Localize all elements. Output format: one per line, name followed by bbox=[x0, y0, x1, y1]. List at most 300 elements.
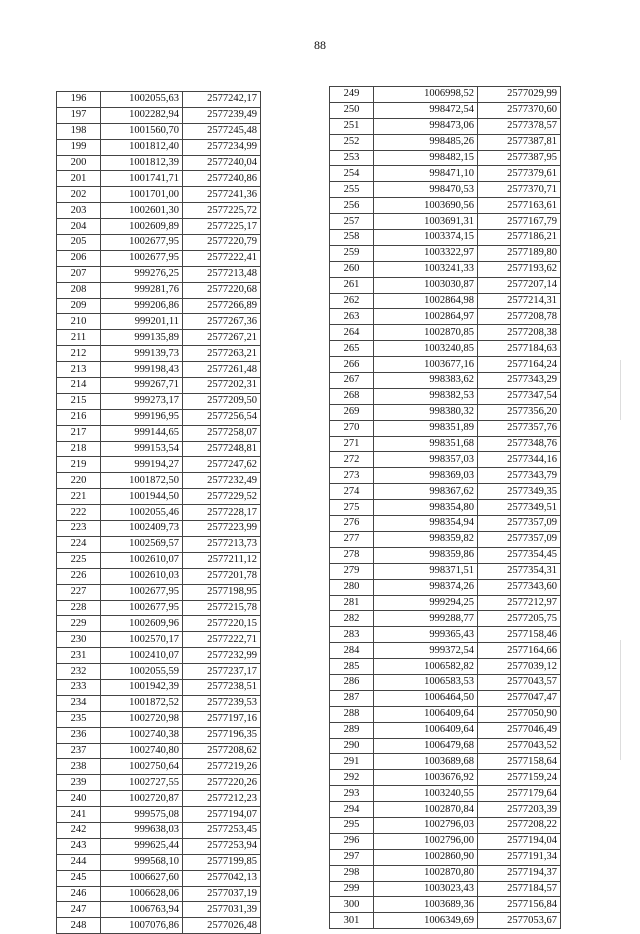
point-number: 201 bbox=[57, 171, 101, 187]
table-row bbox=[57, 727, 261, 743]
y-coordinate: 2577158,46 bbox=[478, 627, 561, 643]
table-row bbox=[57, 409, 261, 425]
table-row bbox=[57, 187, 261, 203]
table-row bbox=[57, 775, 261, 791]
point-number: 278 bbox=[330, 547, 374, 563]
x-coordinate: 1006583,53 bbox=[374, 674, 478, 690]
point-number: 208 bbox=[57, 282, 101, 298]
table-row bbox=[330, 913, 561, 929]
x-coordinate: 1002055,46 bbox=[101, 505, 183, 521]
y-coordinate: 2577053,67 bbox=[478, 913, 561, 929]
scan-edge-mark bbox=[620, 640, 621, 760]
point-number: 197 bbox=[57, 107, 101, 123]
y-coordinate: 2577253,45 bbox=[183, 822, 261, 838]
y-coordinate: 2577196,35 bbox=[183, 727, 261, 743]
point-number: 271 bbox=[330, 436, 374, 452]
table-row bbox=[330, 388, 561, 404]
point-number: 242 bbox=[57, 822, 101, 838]
table-row bbox=[57, 552, 261, 568]
point-number: 209 bbox=[57, 298, 101, 314]
x-coordinate: 1002677,95 bbox=[101, 600, 183, 616]
x-coordinate: 1002601,30 bbox=[101, 203, 183, 219]
y-coordinate: 2577387,81 bbox=[478, 134, 561, 150]
table-row bbox=[330, 833, 561, 849]
point-number: 262 bbox=[330, 293, 374, 309]
table-row bbox=[57, 632, 261, 648]
table-row bbox=[57, 298, 261, 314]
point-number: 276 bbox=[330, 516, 374, 532]
y-coordinate: 2577184,63 bbox=[478, 341, 561, 357]
point-number: 252 bbox=[330, 134, 374, 150]
table-row bbox=[57, 171, 261, 187]
x-coordinate: 1002727,55 bbox=[101, 775, 183, 791]
y-coordinate: 2577043,57 bbox=[478, 674, 561, 690]
point-number: 200 bbox=[57, 155, 101, 171]
table-row bbox=[330, 674, 561, 690]
point-number: 256 bbox=[330, 198, 374, 214]
y-coordinate: 2577198,95 bbox=[183, 584, 261, 600]
y-coordinate: 2577349,51 bbox=[478, 500, 561, 516]
table-row bbox=[57, 393, 261, 409]
y-coordinate: 2577212,97 bbox=[478, 595, 561, 611]
y-coordinate: 2577047,47 bbox=[478, 690, 561, 706]
y-coordinate: 2577208,38 bbox=[478, 325, 561, 341]
y-coordinate: 2577225,72 bbox=[183, 203, 261, 219]
point-number: 296 bbox=[330, 833, 374, 849]
point-number: 267 bbox=[330, 373, 374, 389]
y-coordinate: 2577258,07 bbox=[183, 425, 261, 441]
x-coordinate: 1001741,71 bbox=[101, 171, 183, 187]
x-coordinate: 999135,89 bbox=[101, 330, 183, 346]
table-row bbox=[57, 664, 261, 680]
point-number: 300 bbox=[330, 897, 374, 913]
table-row bbox=[330, 309, 561, 325]
x-coordinate: 1002870,84 bbox=[374, 802, 478, 818]
y-coordinate: 2577238,51 bbox=[183, 679, 261, 695]
table-row bbox=[57, 536, 261, 552]
table-row bbox=[330, 118, 561, 134]
point-number: 239 bbox=[57, 775, 101, 791]
table-row bbox=[330, 865, 561, 881]
y-coordinate: 2577203,39 bbox=[478, 802, 561, 818]
x-coordinate: 999281,76 bbox=[101, 282, 183, 298]
y-coordinate: 2577184,57 bbox=[478, 881, 561, 897]
y-coordinate: 2577343,60 bbox=[478, 579, 561, 595]
point-number: 221 bbox=[57, 489, 101, 505]
y-coordinate: 2577343,29 bbox=[478, 373, 561, 389]
table-row bbox=[330, 134, 561, 150]
x-coordinate: 1002796,00 bbox=[374, 833, 478, 849]
table-row bbox=[57, 457, 261, 473]
x-coordinate: 998371,51 bbox=[374, 563, 478, 579]
table-row bbox=[57, 759, 261, 775]
point-number: 216 bbox=[57, 409, 101, 425]
y-coordinate: 2577267,36 bbox=[183, 314, 261, 330]
table-row bbox=[57, 123, 261, 139]
point-number: 233 bbox=[57, 679, 101, 695]
y-coordinate: 2577222,71 bbox=[183, 632, 261, 648]
y-coordinate: 2577163,61 bbox=[478, 198, 561, 214]
x-coordinate: 999638,03 bbox=[101, 822, 183, 838]
table-row bbox=[330, 182, 561, 198]
point-number: 238 bbox=[57, 759, 101, 775]
y-coordinate: 2577205,75 bbox=[478, 611, 561, 627]
x-coordinate: 1001812,39 bbox=[101, 155, 183, 171]
point-number: 294 bbox=[330, 802, 374, 818]
x-coordinate: 999139,73 bbox=[101, 346, 183, 362]
y-coordinate: 2577240,86 bbox=[183, 171, 261, 187]
y-coordinate: 2577209,50 bbox=[183, 393, 261, 409]
x-coordinate: 1002677,95 bbox=[101, 235, 183, 251]
x-coordinate: 998485,26 bbox=[374, 134, 478, 150]
table-row bbox=[330, 802, 561, 818]
table-row bbox=[330, 500, 561, 516]
table-row bbox=[330, 341, 561, 357]
x-coordinate: 1003676,92 bbox=[374, 770, 478, 786]
point-number: 246 bbox=[57, 886, 101, 902]
x-coordinate: 999575,08 bbox=[101, 807, 183, 823]
y-coordinate: 2577357,09 bbox=[478, 516, 561, 532]
x-coordinate: 1006763,94 bbox=[101, 902, 183, 918]
point-number: 275 bbox=[330, 500, 374, 516]
point-number: 222 bbox=[57, 505, 101, 521]
table-row bbox=[57, 155, 261, 171]
y-coordinate: 2577219,26 bbox=[183, 759, 261, 775]
x-coordinate: 1003322,97 bbox=[374, 245, 478, 261]
x-coordinate: 1002609,89 bbox=[101, 219, 183, 235]
y-coordinate: 2577215,78 bbox=[183, 600, 261, 616]
y-coordinate: 2577039,12 bbox=[478, 659, 561, 675]
table-row bbox=[330, 452, 561, 468]
y-coordinate: 2577349,35 bbox=[478, 484, 561, 500]
y-coordinate: 2577225,17 bbox=[183, 219, 261, 235]
x-coordinate: 998359,86 bbox=[374, 547, 478, 563]
point-number: 207 bbox=[57, 266, 101, 282]
x-coordinate: 999206,86 bbox=[101, 298, 183, 314]
x-coordinate: 999153,54 bbox=[101, 441, 183, 457]
table-row bbox=[330, 817, 561, 833]
table-row bbox=[57, 282, 261, 298]
table-row bbox=[57, 807, 261, 823]
x-coordinate: 1006464,50 bbox=[374, 690, 478, 706]
table-row bbox=[57, 838, 261, 854]
table-row bbox=[330, 325, 561, 341]
x-coordinate: 1001812,40 bbox=[101, 139, 183, 155]
point-number: 198 bbox=[57, 123, 101, 139]
coordinates-table-right bbox=[329, 86, 561, 929]
table-row bbox=[57, 521, 261, 537]
point-number: 228 bbox=[57, 600, 101, 616]
table-row bbox=[330, 754, 561, 770]
y-coordinate: 2577031,39 bbox=[183, 902, 261, 918]
x-coordinate: 998383,62 bbox=[374, 373, 478, 389]
point-number: 243 bbox=[57, 838, 101, 854]
point-number: 290 bbox=[330, 738, 374, 754]
point-number: 253 bbox=[330, 150, 374, 166]
point-number: 245 bbox=[57, 870, 101, 886]
y-coordinate: 2577344,16 bbox=[478, 452, 561, 468]
x-coordinate: 998382,53 bbox=[374, 388, 478, 404]
x-coordinate: 998470,53 bbox=[374, 182, 478, 198]
point-number: 251 bbox=[330, 118, 374, 134]
y-coordinate: 2577164,66 bbox=[478, 643, 561, 659]
point-number: 227 bbox=[57, 584, 101, 600]
y-coordinate: 2577213,73 bbox=[183, 536, 261, 552]
table-row bbox=[57, 330, 261, 346]
point-number: 210 bbox=[57, 314, 101, 330]
point-number: 254 bbox=[330, 166, 374, 182]
x-coordinate: 1002740,80 bbox=[101, 743, 183, 759]
x-coordinate: 1006628,06 bbox=[101, 886, 183, 902]
table-row bbox=[330, 722, 561, 738]
table-row bbox=[330, 198, 561, 214]
point-number: 293 bbox=[330, 786, 374, 802]
table-row bbox=[330, 166, 561, 182]
table-row bbox=[57, 648, 261, 664]
x-coordinate: 998471,10 bbox=[374, 166, 478, 182]
x-coordinate: 1002870,85 bbox=[374, 325, 478, 341]
table-row bbox=[330, 261, 561, 277]
x-coordinate: 1002570,17 bbox=[101, 632, 183, 648]
point-number: 215 bbox=[57, 393, 101, 409]
table-row bbox=[330, 373, 561, 389]
table-row bbox=[330, 595, 561, 611]
x-coordinate: 999198,43 bbox=[101, 362, 183, 378]
table-row bbox=[330, 293, 561, 309]
table-row bbox=[57, 616, 261, 632]
x-coordinate: 1002677,95 bbox=[101, 584, 183, 600]
point-number: 202 bbox=[57, 187, 101, 203]
table-row bbox=[330, 214, 561, 230]
point-number: 247 bbox=[57, 902, 101, 918]
table-row bbox=[330, 516, 561, 532]
point-number: 270 bbox=[330, 420, 374, 436]
x-coordinate: 1002860,90 bbox=[374, 849, 478, 865]
point-number: 241 bbox=[57, 807, 101, 823]
point-number: 244 bbox=[57, 854, 101, 870]
table-row bbox=[57, 219, 261, 235]
y-coordinate: 2577347,54 bbox=[478, 388, 561, 404]
y-coordinate: 2577348,76 bbox=[478, 436, 561, 452]
x-coordinate: 998374,26 bbox=[374, 579, 478, 595]
x-coordinate: 1001872,50 bbox=[101, 473, 183, 489]
table-row bbox=[57, 711, 261, 727]
table-row bbox=[57, 584, 261, 600]
y-coordinate: 2577354,45 bbox=[478, 547, 561, 563]
table-row bbox=[57, 902, 261, 918]
table-row bbox=[57, 743, 261, 759]
x-coordinate: 1002609,96 bbox=[101, 616, 183, 632]
y-coordinate: 2577220,26 bbox=[183, 775, 261, 791]
point-number: 212 bbox=[57, 346, 101, 362]
point-number: 264 bbox=[330, 325, 374, 341]
x-coordinate: 1002409,73 bbox=[101, 521, 183, 537]
point-number: 223 bbox=[57, 521, 101, 537]
y-coordinate: 2577194,37 bbox=[478, 865, 561, 881]
x-coordinate: 1002569,57 bbox=[101, 536, 183, 552]
point-number: 232 bbox=[57, 664, 101, 680]
point-number: 199 bbox=[57, 139, 101, 155]
table-row bbox=[330, 770, 561, 786]
y-coordinate: 2577387,95 bbox=[478, 150, 561, 166]
point-number: 298 bbox=[330, 865, 374, 881]
point-number: 236 bbox=[57, 727, 101, 743]
y-coordinate: 2577208,62 bbox=[183, 743, 261, 759]
point-number: 263 bbox=[330, 309, 374, 325]
y-coordinate: 2577266,89 bbox=[183, 298, 261, 314]
x-coordinate: 1006409,64 bbox=[374, 722, 478, 738]
x-coordinate: 999288,77 bbox=[374, 611, 478, 627]
x-coordinate: 998357,03 bbox=[374, 452, 478, 468]
point-number: 272 bbox=[330, 452, 374, 468]
table-row bbox=[330, 531, 561, 547]
x-coordinate: 1001942,39 bbox=[101, 679, 183, 695]
x-coordinate: 998473,06 bbox=[374, 118, 478, 134]
y-coordinate: 2577256,54 bbox=[183, 409, 261, 425]
table-row bbox=[330, 404, 561, 420]
point-number: 259 bbox=[330, 245, 374, 261]
point-number: 273 bbox=[330, 468, 374, 484]
x-coordinate: 1002610,07 bbox=[101, 552, 183, 568]
x-coordinate: 999625,44 bbox=[101, 838, 183, 854]
x-coordinate: 999294,25 bbox=[374, 595, 478, 611]
table-row bbox=[57, 489, 261, 505]
y-coordinate: 2577037,19 bbox=[183, 886, 261, 902]
x-coordinate: 998354,94 bbox=[374, 516, 478, 532]
point-number: 288 bbox=[330, 706, 374, 722]
x-coordinate: 1002720,87 bbox=[101, 791, 183, 807]
y-coordinate: 2577046,49 bbox=[478, 722, 561, 738]
table-row bbox=[330, 102, 561, 118]
x-coordinate: 998351,68 bbox=[374, 436, 478, 452]
table-row bbox=[57, 266, 261, 282]
x-coordinate: 1006582,82 bbox=[374, 659, 478, 675]
point-number: 214 bbox=[57, 378, 101, 394]
y-coordinate: 2577212,23 bbox=[183, 791, 261, 807]
y-coordinate: 2577220,68 bbox=[183, 282, 261, 298]
table-row bbox=[57, 870, 261, 886]
table-row bbox=[57, 695, 261, 711]
table-row bbox=[57, 425, 261, 441]
x-coordinate: 1006627,60 bbox=[101, 870, 183, 886]
point-number: 257 bbox=[330, 214, 374, 230]
point-number: 220 bbox=[57, 473, 101, 489]
point-number: 237 bbox=[57, 743, 101, 759]
y-coordinate: 2577158,64 bbox=[478, 754, 561, 770]
scan-edge-mark bbox=[620, 360, 621, 420]
x-coordinate: 1001560,70 bbox=[101, 123, 183, 139]
y-coordinate: 2577232,99 bbox=[183, 648, 261, 664]
table-row bbox=[57, 107, 261, 123]
x-coordinate: 1003023,43 bbox=[374, 881, 478, 897]
x-coordinate: 998354,80 bbox=[374, 500, 478, 516]
point-number: 225 bbox=[57, 552, 101, 568]
y-coordinate: 2577167,79 bbox=[478, 214, 561, 230]
point-number: 230 bbox=[57, 632, 101, 648]
y-coordinate: 2577242,17 bbox=[183, 92, 261, 108]
x-coordinate: 1002864,97 bbox=[374, 309, 478, 325]
table-row bbox=[57, 139, 261, 155]
y-coordinate: 2577164,24 bbox=[478, 357, 561, 373]
y-coordinate: 2577179,64 bbox=[478, 786, 561, 802]
table-row bbox=[57, 362, 261, 378]
y-coordinate: 2577194,07 bbox=[183, 807, 261, 823]
x-coordinate: 998367,62 bbox=[374, 484, 478, 500]
x-coordinate: 1003691,31 bbox=[374, 214, 478, 230]
point-number: 292 bbox=[330, 770, 374, 786]
x-coordinate: 1006479,68 bbox=[374, 738, 478, 754]
y-coordinate: 2577156,84 bbox=[478, 897, 561, 913]
y-coordinate: 2577197,16 bbox=[183, 711, 261, 727]
table-row bbox=[330, 611, 561, 627]
y-coordinate: 2577222,41 bbox=[183, 250, 261, 266]
x-coordinate: 1003374,15 bbox=[374, 230, 478, 246]
y-coordinate: 2577357,09 bbox=[478, 531, 561, 547]
x-coordinate: 1002055,63 bbox=[101, 92, 183, 108]
table-row bbox=[57, 854, 261, 870]
table-row bbox=[57, 791, 261, 807]
point-number: 274 bbox=[330, 484, 374, 500]
point-number: 301 bbox=[330, 913, 374, 929]
x-coordinate: 999194,27 bbox=[101, 457, 183, 473]
x-coordinate: 1007076,86 bbox=[101, 918, 183, 934]
table-row bbox=[57, 235, 261, 251]
x-coordinate: 1002282,94 bbox=[101, 107, 183, 123]
y-coordinate: 2577220,79 bbox=[183, 235, 261, 251]
table-row bbox=[330, 579, 561, 595]
point-number: 204 bbox=[57, 219, 101, 235]
table-row bbox=[330, 659, 561, 675]
x-coordinate: 1003677,16 bbox=[374, 357, 478, 373]
x-coordinate: 999267,71 bbox=[101, 378, 183, 394]
table-row bbox=[57, 250, 261, 266]
x-coordinate: 1001944,50 bbox=[101, 489, 183, 505]
y-coordinate: 2577211,12 bbox=[183, 552, 261, 568]
x-coordinate: 1003030,87 bbox=[374, 277, 478, 293]
x-coordinate: 999365,43 bbox=[374, 627, 478, 643]
point-number: 268 bbox=[330, 388, 374, 404]
y-coordinate: 2577263,21 bbox=[183, 346, 261, 362]
x-coordinate: 1003690,56 bbox=[374, 198, 478, 214]
y-coordinate: 2577159,24 bbox=[478, 770, 561, 786]
table-row bbox=[330, 468, 561, 484]
table-row bbox=[330, 643, 561, 659]
table-row bbox=[330, 87, 561, 103]
y-coordinate: 2577247,62 bbox=[183, 457, 261, 473]
x-coordinate: 999196,95 bbox=[101, 409, 183, 425]
y-coordinate: 2577199,85 bbox=[183, 854, 261, 870]
point-number: 217 bbox=[57, 425, 101, 441]
y-coordinate: 2577026,48 bbox=[183, 918, 261, 934]
x-coordinate: 998369,03 bbox=[374, 468, 478, 484]
x-coordinate: 1003689,68 bbox=[374, 754, 478, 770]
y-coordinate: 2577213,48 bbox=[183, 266, 261, 282]
y-coordinate: 2577370,71 bbox=[478, 182, 561, 198]
point-number: 289 bbox=[330, 722, 374, 738]
x-coordinate: 998482,15 bbox=[374, 150, 478, 166]
point-number: 226 bbox=[57, 568, 101, 584]
table-row bbox=[330, 357, 561, 373]
table-row bbox=[57, 346, 261, 362]
table-row bbox=[330, 690, 561, 706]
x-coordinate: 1006409,64 bbox=[374, 706, 478, 722]
y-coordinate: 2577189,80 bbox=[478, 245, 561, 261]
y-coordinate: 2577228,17 bbox=[183, 505, 261, 521]
y-coordinate: 2577029,99 bbox=[478, 87, 561, 103]
point-number: 297 bbox=[330, 849, 374, 865]
table-row bbox=[330, 420, 561, 436]
y-coordinate: 2577208,78 bbox=[478, 309, 561, 325]
